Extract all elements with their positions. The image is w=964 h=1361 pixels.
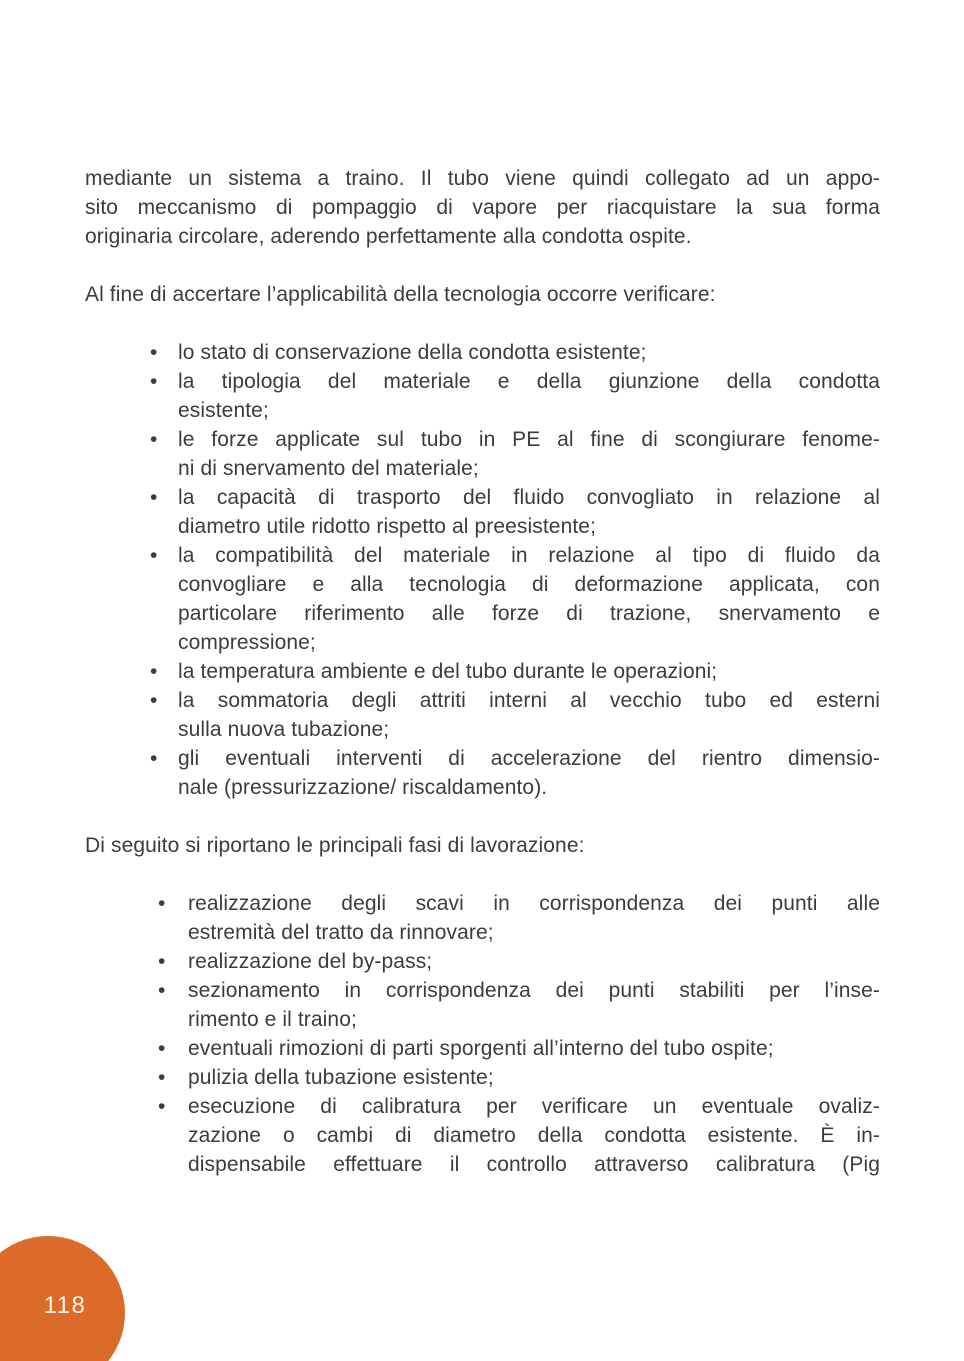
text-line: nale (pressurizzazione/ riscaldamento).	[178, 776, 548, 799]
bullet-icon: •	[150, 428, 158, 451]
list-item	[85, 541, 880, 657]
paragraph	[85, 831, 880, 860]
list-item	[85, 889, 880, 947]
text-line: la temperatura ambiente e del tubo durante le operazioni;	[178, 660, 718, 683]
list-item-text	[188, 1063, 880, 1092]
text-line: eventuali rimozioni di parti sporgenti all’interno del tubo ospite;	[188, 1037, 774, 1060]
list-item	[85, 1092, 880, 1179]
list-item	[85, 947, 880, 976]
list-item-text	[178, 483, 880, 541]
bullet-list	[85, 338, 880, 802]
list-item-text	[178, 657, 880, 686]
text-line: estremità del tratto da rinnovare;	[188, 921, 494, 944]
text-line: la capacità di trasporto del fluido convogliato in relazione al	[178, 486, 880, 509]
text-line: Al fine di accertare l’applicabilità della tecnologia occorre verificare:	[85, 283, 716, 306]
list-item-text	[178, 744, 880, 802]
list-item	[85, 657, 880, 686]
bullet-icon: •	[158, 1095, 166, 1118]
list-item	[85, 976, 880, 1034]
text-line: realizzazione degli scavi in corrispondenza dei punti alle	[188, 892, 880, 915]
text-line: compressione;	[178, 631, 316, 654]
list-item-text	[188, 1034, 880, 1063]
list-item	[85, 1034, 880, 1063]
bullet-icon: •	[158, 892, 166, 915]
list-item	[85, 744, 880, 802]
page-number: 118	[43, 1292, 87, 1319]
bullet-icon: •	[150, 486, 158, 509]
text-line: particolare riferimento alle forze di trazione, snervamento e	[178, 602, 880, 625]
list-item-text	[178, 425, 880, 483]
list-item-text	[178, 541, 880, 657]
text-line: originaria circolare, aderendo perfettamente alla condotta ospite.	[85, 225, 692, 248]
text-line: dispensabile effettuare il controllo attraverso calibratura (Pig	[188, 1153, 880, 1176]
bullet-icon: •	[158, 1037, 166, 1060]
text-line: gli eventuali interventi di accelerazione del rientro dimensio-	[178, 747, 880, 770]
text-line: sito meccanismo di pompaggio di vapore per riacquistare la sua forma	[85, 196, 880, 219]
list-item-text	[188, 976, 880, 1034]
list-item	[85, 686, 880, 744]
list-item	[85, 338, 880, 367]
bullet-list	[85, 889, 880, 1179]
paragraph	[85, 164, 880, 251]
list-item	[85, 1063, 880, 1092]
bullet-icon: •	[150, 370, 158, 393]
text-line: esecuzione di calibratura per verificare un eventuale ovaliz-	[188, 1095, 880, 1118]
text-line: Di seguito si riportano le principali fasi di lavorazione:	[85, 834, 585, 857]
list-item-text	[188, 889, 880, 947]
text-line: diametro utile ridotto rispetto al preesistente;	[178, 515, 597, 538]
text-line: rimento e il traino;	[188, 1008, 357, 1031]
text-line: pulizia della tubazione esistente;	[188, 1066, 494, 1089]
list-item-text	[188, 1092, 880, 1179]
text-line: la compatibilità del materiale in relazione al tipo di fluido da	[178, 544, 880, 567]
text-line: le forze applicate sul tubo in PE al fine di scongiurare fenome-	[178, 428, 880, 451]
bullet-icon: •	[150, 544, 158, 567]
text-line: sulla nuova tubazione;	[178, 718, 390, 741]
bullet-icon: •	[150, 341, 158, 364]
bullet-icon: •	[158, 1066, 166, 1089]
text-line: sezionamento in corrispondenza dei punti stabiliti per l’inse-	[188, 979, 880, 1002]
text-line: la sommatoria degli attriti interni al vecchio tubo ed esterni	[178, 689, 880, 712]
list-item	[85, 367, 880, 425]
bullet-icon: •	[150, 660, 158, 683]
text-line: convogliare e alla tecnologia di deformazione applicata, con	[178, 573, 880, 596]
text-line: zazione o cambi di diametro della condotta esistente. È in-	[188, 1124, 880, 1147]
text-line: la tipologia del materiale e della giunzione della condotta	[178, 370, 880, 393]
list-item	[85, 483, 880, 541]
paragraph	[85, 280, 880, 309]
text-line: ni di snervamento del materiale;	[178, 457, 479, 480]
list-item-text	[188, 947, 880, 976]
list-item	[85, 425, 880, 483]
text-line: esistente;	[178, 399, 269, 422]
bullet-icon: •	[150, 689, 158, 712]
list-item-text	[178, 686, 880, 744]
list-item-text	[178, 338, 880, 367]
bullet-icon: •	[150, 747, 158, 770]
text-line: realizzazione del by-pass;	[188, 950, 433, 973]
list-item-text	[178, 367, 880, 425]
text-line: lo stato di conservazione della condotta esistente;	[178, 341, 647, 364]
bullet-icon: •	[158, 979, 166, 1002]
bullet-icon: •	[158, 950, 166, 973]
text-line: mediante un sistema a traino. Il tubo viene quindi collegato ad un appo-	[85, 167, 880, 190]
text-column	[85, 164, 880, 1179]
page-number-badge	[0, 1236, 125, 1361]
